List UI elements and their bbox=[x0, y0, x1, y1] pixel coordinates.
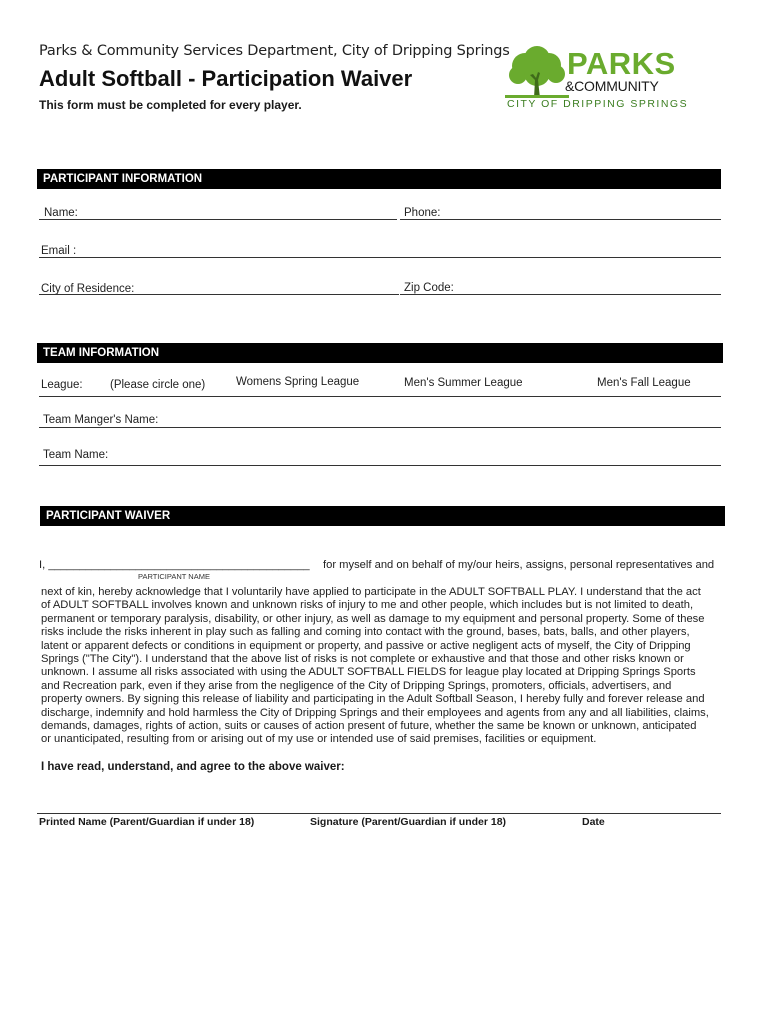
waiver-line: unknown. I assume all risks associated with using the ADULT SOFTBALL FIELDS for league play located at Dripping Springs Sports bbox=[41, 666, 696, 679]
waiver-line: property owners. By signing this release of liability and participating in the Adult Softball Season, I hereby fully and forever release and bbox=[41, 693, 705, 706]
signature-label: Signature (Parent/Guardian if under 18) bbox=[310, 816, 507, 828]
team-manager-label: Team Manger's Name: bbox=[43, 414, 159, 426]
agree-statement: I have read, understand, and agree to the above waiver: bbox=[41, 761, 345, 773]
waiver-line: discharge, indemnify and hold harmless the City of Dripping Springs and their employees and agents from any and all liabilities, claims, bbox=[41, 706, 709, 719]
waiver-line: latent or apparent defects or conditions in equipment or property, and passive or active negligent acts of myself, the City of Dripping bbox=[41, 639, 691, 652]
tree-icon bbox=[505, 46, 569, 98]
parks-community-logo bbox=[505, 46, 689, 114]
waiver-heading: PARTICIPANT WAIVER bbox=[40, 506, 725, 526]
league-option-womens-spring[interactable]: Womens Spring League bbox=[236, 376, 360, 388]
name-label: Name: bbox=[44, 207, 78, 219]
league-underline bbox=[39, 396, 721, 397]
waiver-body bbox=[41, 586, 731, 747]
waiver-line: next of kin, hereby acknowledge that I voluntarily have applied to participate in the ADULT SOFTBALL PLAY. I understand that the act bbox=[41, 586, 701, 598]
signature-line[interactable] bbox=[37, 813, 721, 814]
phone-field[interactable] bbox=[400, 219, 721, 220]
waiver-intro-suffix: for myself and on behalf of my/our heirs, assigns, personal representatives and bbox=[323, 559, 715, 571]
participant-info-heading: PARTICIPANT INFORMATION bbox=[37, 169, 721, 189]
printed-name-label: Printed Name (Parent/Guardian if under 18) bbox=[39, 816, 255, 828]
zip-label: Zip Code: bbox=[404, 282, 454, 294]
team-info-heading: TEAM INFORMATION bbox=[37, 343, 723, 363]
zip-field[interactable] bbox=[400, 294, 721, 295]
department-name: Parks & Community Services Department, City of Dripping Springs bbox=[39, 43, 510, 59]
date-label: Date bbox=[582, 816, 605, 828]
league-option-mens-summer[interactable]: Men's Summer League bbox=[404, 377, 523, 389]
team-manager-field[interactable] bbox=[39, 427, 721, 428]
waiver-line: and Recreation park, even if they arise from the negligence of the City of Dripping Springs, promoters, officials, advertisers, and bbox=[41, 679, 672, 692]
waiver-intro-prefix: I, __________________________________________ bbox=[39, 559, 310, 571]
team-name-label: Team Name: bbox=[43, 449, 109, 461]
phone-label: Phone: bbox=[404, 207, 441, 219]
city-field[interactable] bbox=[39, 294, 399, 295]
waiver-line: permanent or temporary paralysis, disability, or other injury, as well as damage to my equipment and personal property. Some of these bbox=[41, 612, 705, 625]
participant-name-caption: PARTICIPANT NAME bbox=[138, 572, 210, 581]
league-circle-note: (Please circle one) bbox=[110, 379, 206, 391]
logo-community-text: &COMMUNITY bbox=[565, 78, 659, 94]
city-label: City of Residence: bbox=[41, 283, 135, 295]
page-title: Adult Softball - Participation Waiver bbox=[39, 66, 413, 91]
team-name-field[interactable] bbox=[39, 465, 721, 466]
league-option-mens-fall[interactable]: Men's Fall League bbox=[597, 377, 691, 389]
logo-parks-text: PARKS bbox=[567, 46, 676, 81]
waiver-line: demands, damages, rights of action, suits or causes of action present of future, whether the same be known or unknown, anticipated bbox=[41, 720, 697, 733]
waiver-line: risks include the risks inherent in play such as falling and coming into contact with the ground, bases, bats, balls, and other players, bbox=[41, 626, 690, 639]
name-field[interactable] bbox=[39, 219, 397, 220]
waiver-line: or unanticipated, resulting from or arising out of my use or intended use of said premises, facilities or equipment. bbox=[41, 733, 597, 746]
waiver-line: Springs ("The City"). I understand that the above list of risks is not complete or exhaustive and that those and other risks known or bbox=[41, 653, 684, 666]
email-label: Email : bbox=[41, 245, 77, 257]
league-label: League: bbox=[41, 379, 83, 391]
page-subtitle: This form must be completed for every player. bbox=[39, 98, 302, 112]
logo-city-text: CITY OF DRIPPING SPRINGS bbox=[507, 98, 689, 110]
waiver-line: of ADULT SOFTBALL involves known and unknown risks of injury to me and other people, which includes but is not limited to death, bbox=[41, 599, 694, 612]
email-field[interactable] bbox=[39, 257, 721, 258]
